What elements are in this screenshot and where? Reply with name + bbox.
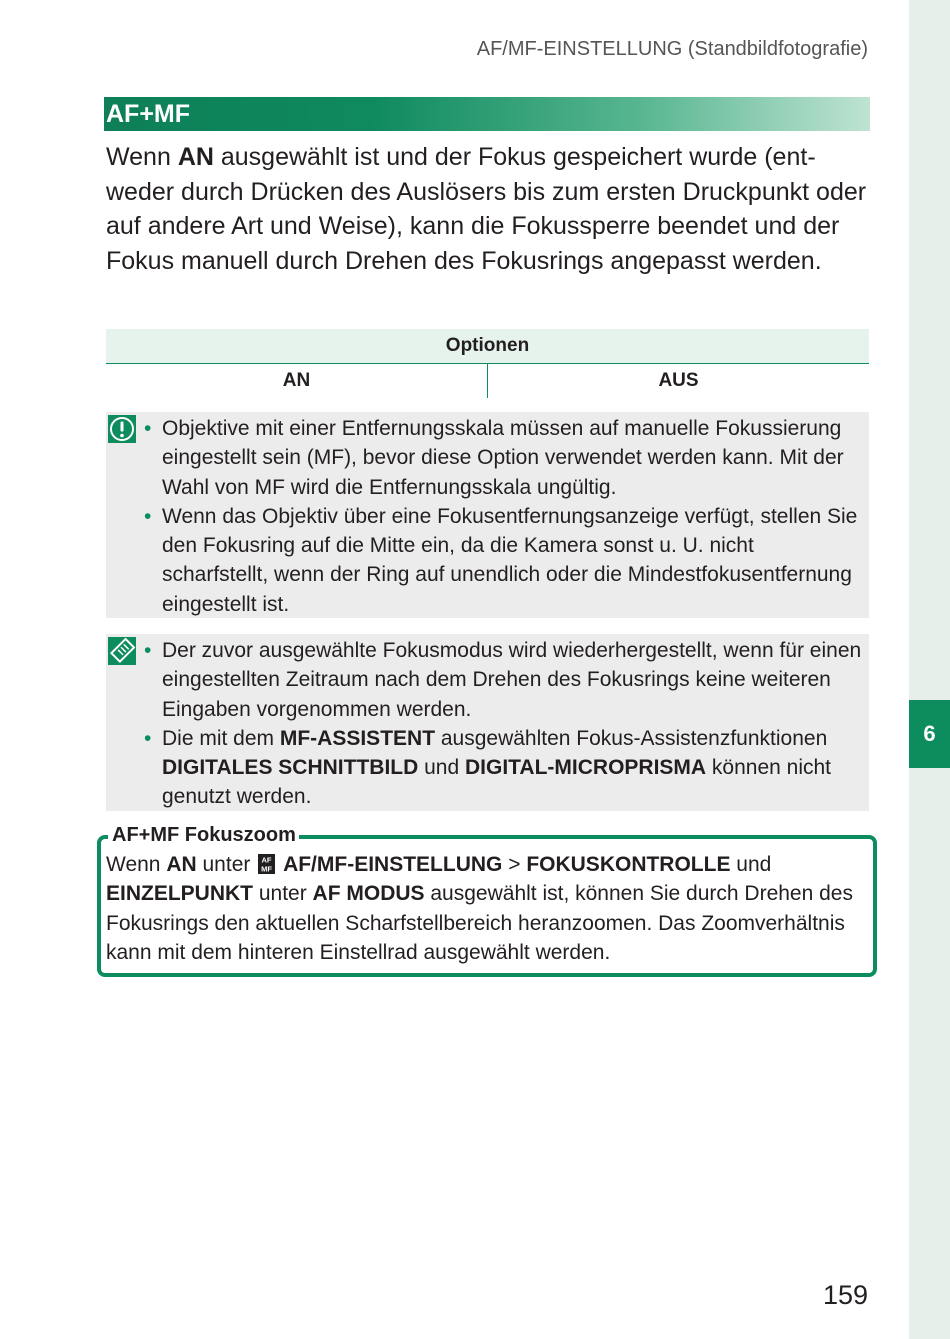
chapter-marker — [909, 700, 950, 768]
caution-note — [106, 412, 869, 618]
caution-list — [140, 414, 863, 619]
options-table — [106, 329, 869, 398]
intro-paragraph: Wenn AN ausgewählt ist und der Fokus gespeichert wurde (entweder durch Drücken des Auslösers bis zum ersten Druckpunkt oder auf andere Art und Weise), kann die Fokussperre beendet und der Fokus manuell durch Drehen des Fokusrings angepasst werden. — [106, 143, 867, 275]
option-an: AN — [106, 364, 488, 398]
list-item: • Wenn das Objektiv über eine Fokusentfernungsanzeige verfügt, stellen Sie den Fokusring auf die Mitte ein, da die Kamera sonst u. U. nicht scharfstellt, wenn der Ring auf unendlich oder die Mindestfokusentfernung eingestellt ist. — [140, 502, 863, 619]
af-mf-menu-icon — [258, 854, 275, 874]
memo-list — [140, 636, 863, 812]
memo-note — [106, 634, 869, 811]
running-head: AF/MF-EINSTELLUNG (Standbildfotografie) — [476, 38, 868, 60]
section-title: AF+MF — [106, 100, 191, 128]
info-box-text: Wenn AN unter AF MF AF/MF-EINSTELLUNG > FOKUSKONTROLLE und EINZELPUNKT unter AF MODUS ausgewählt ist, können Sie durch Drehen des Fokusrings den aktuellen Scharfstellbereich heranzoomen. Das Zoomverhältnis kann mit dem hinteren Einstellrad ausgewählt werden. — [106, 853, 853, 964]
svg-text:MF: MF — [261, 864, 273, 874]
intro-bold-an: AN — [177, 143, 214, 171]
memo-icon — [108, 637, 136, 665]
option-aus: AUS — [658, 370, 699, 391]
page-number: 159 — [822, 1280, 868, 1310]
chapter-number: 6 — [923, 721, 936, 746]
side-tab-strip — [909, 0, 950, 1339]
options-row — [106, 364, 869, 398]
list-item: • Objektive mit einer Entfernungsskala müssen auf manuelle Fokussierung eingestellt sein (MF), bevor diese Option verwendet werden kann. Mit der Wahl von MF wird die Entfernungsskala ungültig. — [140, 414, 863, 502]
info-box-title: AF+MF Fokuszoom — [108, 821, 299, 849]
section-heading-bar — [104, 97, 870, 131]
list-item: • Der zuvor ausgewählte Fokusmodus wird wiederhergestellt, wenn für einen eingestellten Zeitraum nach dem Drehen des Fokusrings keine weiteren Eingaben vorgenommen werden. — [140, 636, 863, 724]
options-header: Optionen — [106, 329, 869, 364]
caution-icon — [108, 415, 136, 443]
svg-text:AF: AF — [261, 855, 272, 865]
list-item: • Die mit dem MF-ASSISTENT ausgewählten Fokus-Assistenzfunktionen DIGITALES SCHNITTBILD und DIGITAL-MICROPRISMA können nicht genutzt werden. — [140, 724, 863, 812]
